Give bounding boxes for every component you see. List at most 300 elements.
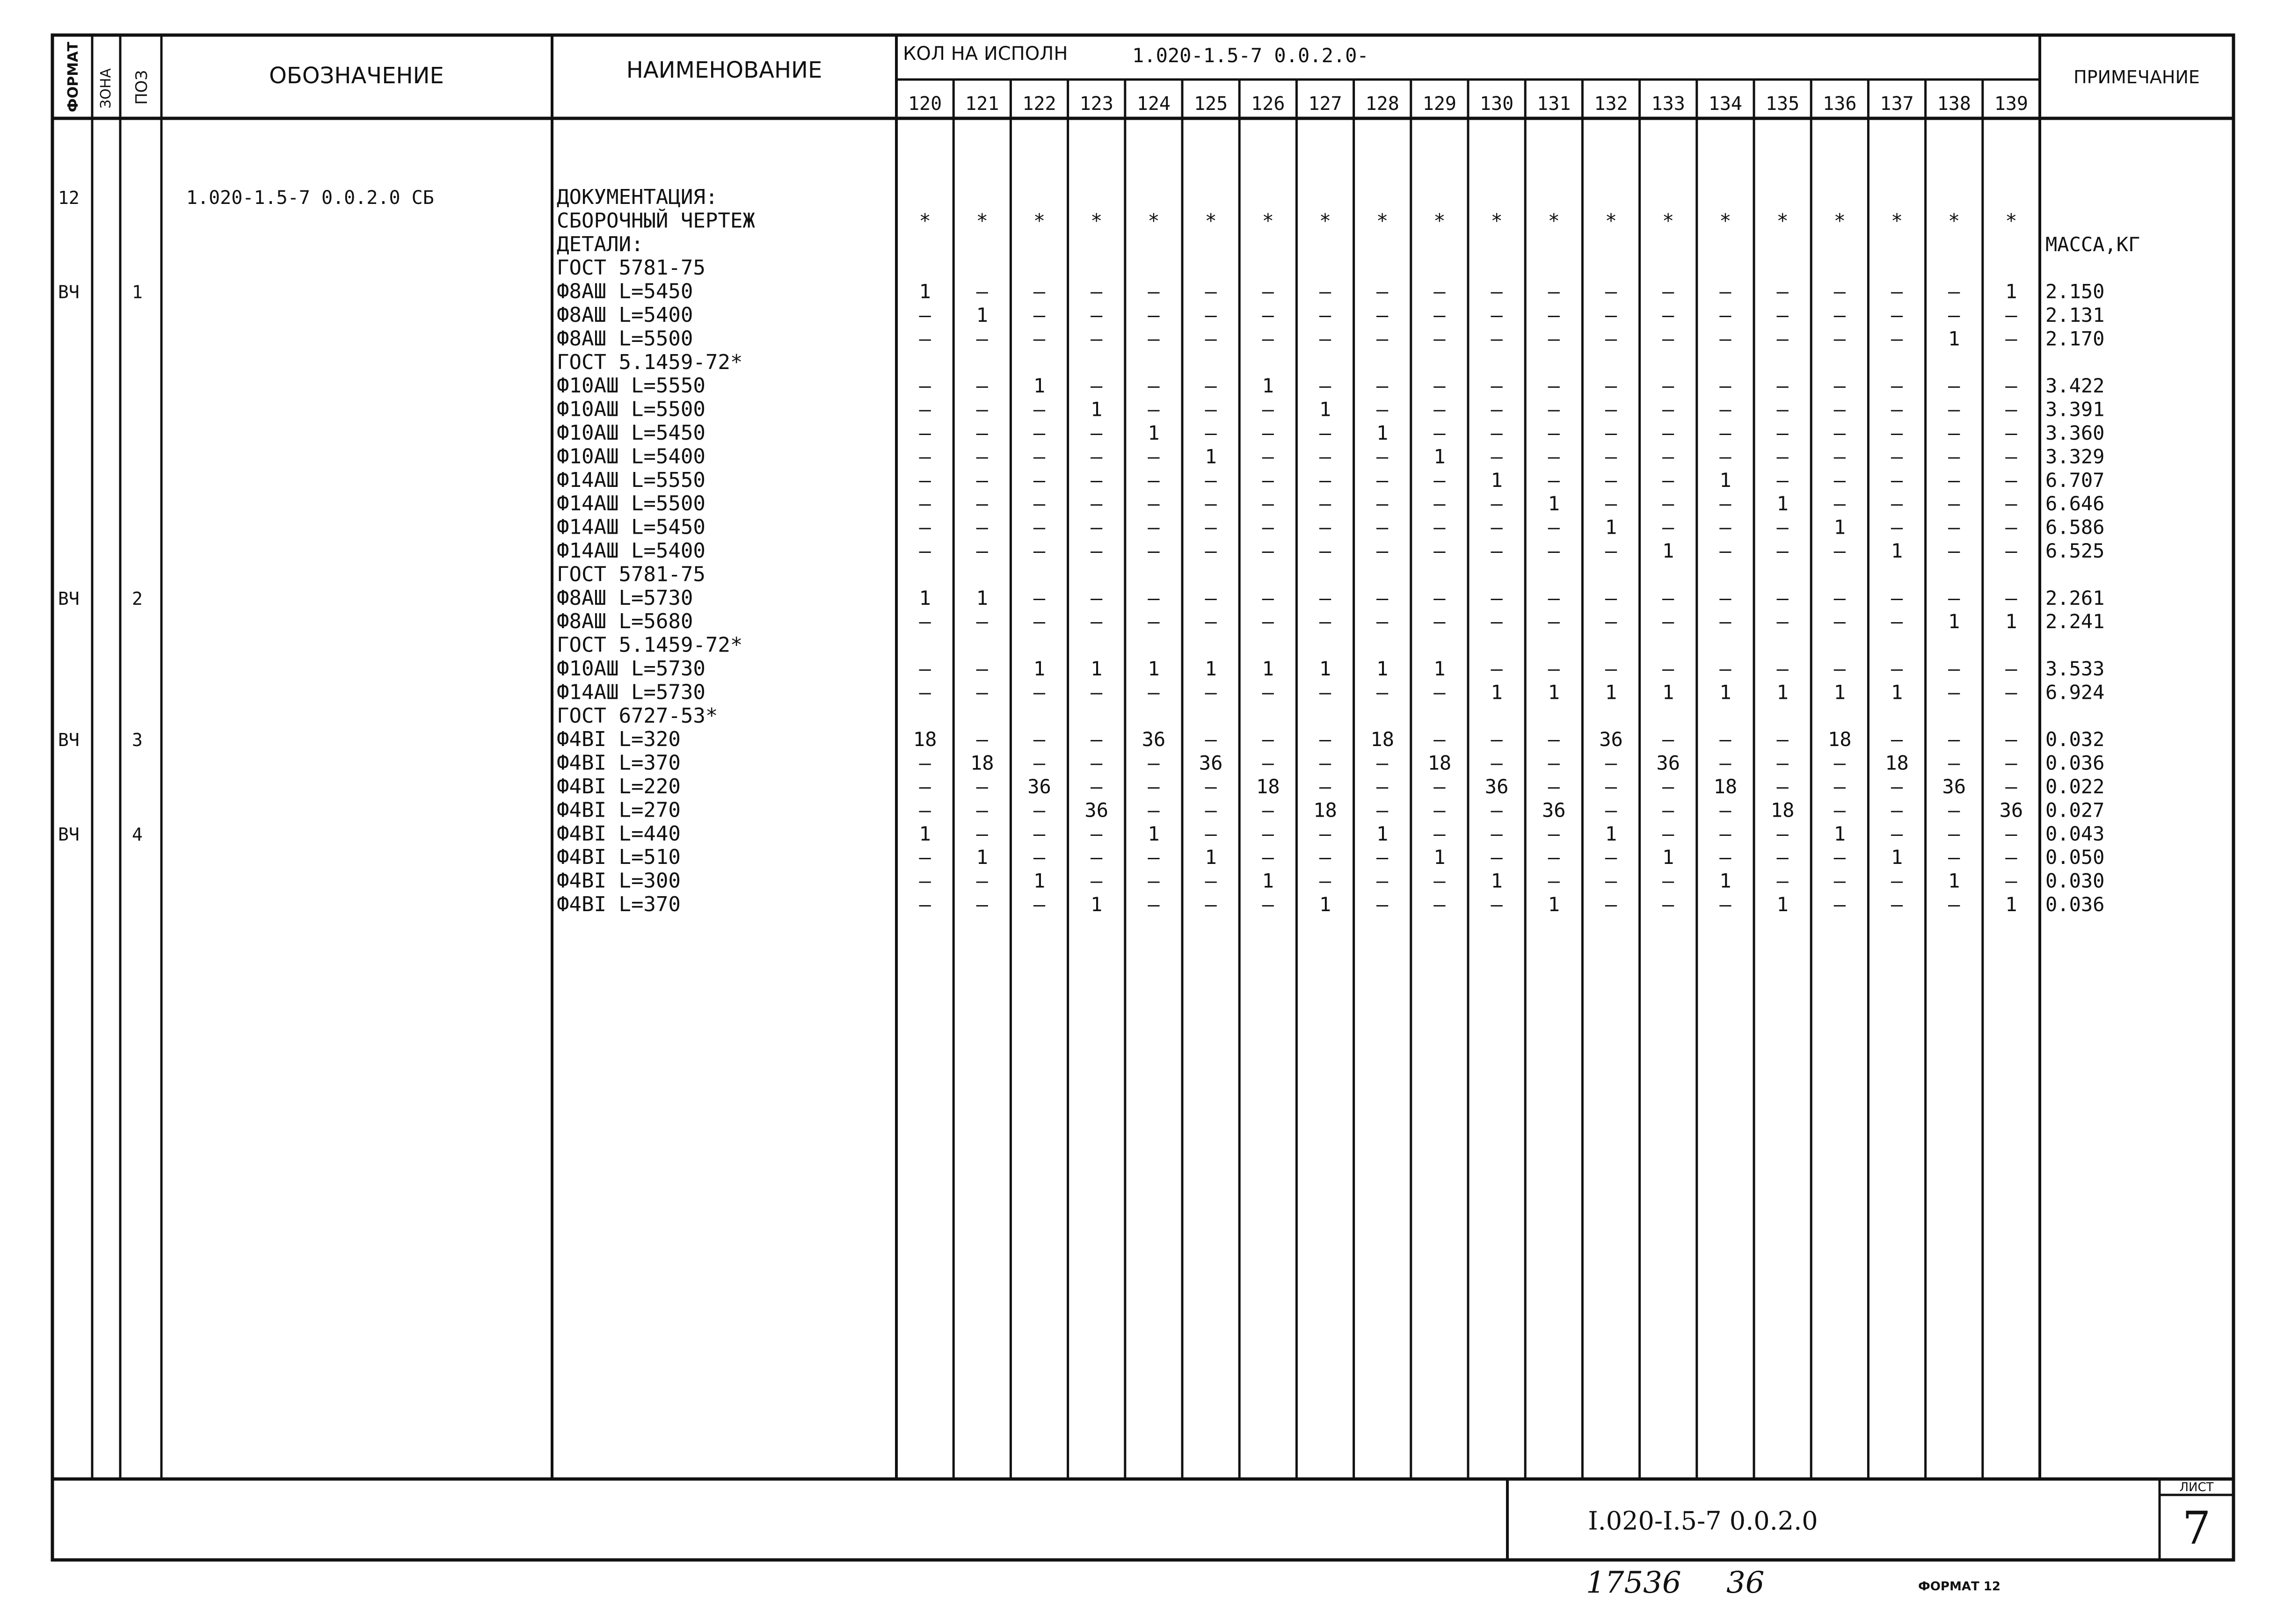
qty-cell: — [1148, 468, 1160, 492]
qty-cell: — [1719, 751, 1731, 775]
qty-cell: — [1376, 304, 1389, 326]
qty-cell: — [1148, 304, 1160, 326]
variant-header-125: 125 [1193, 93, 1228, 115]
qty-cell: — [1548, 468, 1560, 492]
qty-cell: — [1433, 822, 1446, 845]
qty-cell: — [976, 374, 988, 398]
qty-cell: 1 [919, 280, 931, 303]
row-name: Ф14АШ L=5730 [557, 680, 706, 704]
qty-cell: — [1148, 798, 1160, 822]
qty-cell: — [976, 681, 988, 704]
row-name: Ф10АШ L=5550 [557, 374, 706, 398]
qty-cell: — [1833, 610, 1846, 633]
qty-cell: — [1148, 893, 1160, 916]
qty-cell: — [1033, 846, 1046, 869]
qty-cell: — [1376, 539, 1389, 562]
qty-cell: — [919, 515, 931, 539]
qty-cell: — [1433, 421, 1446, 444]
qty-cell: — [1262, 421, 1274, 444]
qty-cell: 36 [1027, 775, 1051, 798]
qty-cell: 1 [1948, 869, 1960, 892]
qty-cell: — [1662, 468, 1674, 492]
qty-cell: — [1948, 398, 1960, 421]
qty-cell: — [1205, 468, 1217, 492]
qty-cell: 18 [1427, 751, 1452, 775]
qty-cell: 1 [1262, 657, 1274, 680]
row-note: МАССА,КГ [2045, 232, 2140, 256]
row-name: Ф14АШ L=5500 [557, 492, 706, 516]
qty-cell: — [1548, 421, 1560, 444]
qty-cell: — [976, 822, 988, 845]
qty-cell: — [1776, 728, 1789, 751]
row-name: Ф8АШ L=5680 [557, 609, 693, 634]
row-note: 0.036 [2045, 893, 2105, 916]
qty-cell: — [1662, 398, 1674, 421]
qty-cell: — [1376, 468, 1389, 492]
qty-cell: — [1262, 280, 1274, 303]
qty-cell: — [1033, 610, 1046, 633]
variant-header-133: 133 [1651, 93, 1685, 115]
row-name: Ф4ВI L=220 [557, 775, 681, 798]
qty-cell: — [1033, 515, 1046, 539]
qty-cell: 1 [1776, 893, 1789, 916]
qty-cell: 1 [1605, 822, 1617, 845]
qty-cell: — [976, 610, 988, 633]
qty-cell: — [1091, 610, 1103, 633]
variant-header-132: 132 [1594, 93, 1628, 115]
qty-cell: — [976, 398, 988, 421]
qty-cell: — [1605, 846, 1617, 869]
qty-cell: — [1719, 586, 1731, 609]
qty-cell: — [1605, 445, 1617, 468]
qty-cell: — [1833, 280, 1846, 303]
qty-cell: — [1948, 374, 1960, 398]
qty-cell: — [1833, 374, 1846, 398]
qty-cell: — [1719, 374, 1731, 398]
qty-cell: — [976, 798, 988, 822]
qty-cell: — [1148, 327, 1160, 350]
qty-cell: 1 [1319, 657, 1331, 680]
qty-cell: — [1491, 610, 1503, 633]
qty-cell: — [1091, 445, 1103, 468]
qty-cell: — [976, 657, 988, 680]
qty-cell: — [2005, 374, 2017, 398]
qty-cell: — [1948, 445, 1960, 468]
qty-cell: — [1605, 374, 1617, 398]
qty-cell: 36 [1656, 751, 1680, 775]
qty-cell: — [1662, 822, 1674, 845]
qty-cell: * [1776, 209, 1789, 232]
qty-cell: — [1605, 869, 1617, 892]
variant-header-131: 131 [1537, 93, 1571, 115]
qty-cell: — [1262, 586, 1274, 609]
qty-cell: * [1548, 209, 1560, 232]
qty-cell: — [1776, 822, 1789, 845]
row-note: 2.131 [2045, 304, 2105, 326]
qty-cell: 1 [1776, 492, 1789, 515]
qty-cell: — [919, 751, 931, 775]
qty-cell: — [1719, 798, 1731, 822]
qty-cell: — [1433, 586, 1446, 609]
qty-cell: — [919, 539, 931, 562]
qty-cell: — [1205, 775, 1217, 798]
qty-cell: — [1091, 681, 1103, 704]
qty-cell: — [1433, 398, 1446, 421]
qty-cell: 1 [1376, 657, 1389, 680]
qty-cell: — [1833, 775, 1846, 798]
qty-cell: 1 [976, 304, 988, 326]
row-name: Ф8АШ L=5730 [557, 586, 693, 610]
qty-cell: — [1433, 468, 1446, 492]
variant-header-127: 127 [1308, 93, 1342, 115]
row-note: 6.525 [2045, 539, 2105, 562]
qty-cell: — [1148, 751, 1160, 775]
qty-cell: 1 [1148, 421, 1160, 444]
header-format: ФОРМАТ [65, 42, 81, 112]
qty-cell: * [919, 209, 931, 232]
qty-cell: — [1262, 728, 1274, 751]
qty-cell: — [1605, 468, 1617, 492]
row-name: ДЕТАЛИ: [557, 232, 644, 256]
table-row [557, 350, 742, 374]
qty-cell: — [1833, 539, 1846, 562]
qty-cell: * [1376, 209, 1389, 232]
table-row [557, 562, 706, 586]
qty-cell: * [1605, 209, 1617, 232]
qty-cell: — [1376, 681, 1389, 704]
qty-cell: — [2005, 492, 2017, 515]
qty-cell: 36 [1484, 775, 1509, 798]
qty-cell: — [1491, 751, 1503, 775]
row-pos: 4 [132, 824, 143, 845]
qty-cell: — [1491, 304, 1503, 326]
qty-cell: — [919, 374, 931, 398]
qty-cell: — [1033, 421, 1046, 444]
qty-cell: — [2005, 775, 2017, 798]
qty-cell: — [1376, 515, 1389, 539]
qty-cell: — [1148, 280, 1160, 303]
variant-header-126: 126 [1251, 93, 1285, 115]
qty-cell: 1 [1891, 539, 1903, 562]
qty-cell: — [1205, 398, 1217, 421]
qty-cell: * [976, 209, 988, 232]
row-note: 6.646 [2045, 492, 2105, 515]
qty-cell: — [1662, 893, 1674, 916]
qty-cell: — [919, 869, 931, 892]
qty-cell: — [1319, 586, 1331, 609]
qty-cell: 1 [1948, 610, 1960, 633]
qty-cell: — [1091, 822, 1103, 845]
qty-cell: — [1833, 751, 1846, 775]
qty-cell: — [1491, 798, 1503, 822]
qty-cell: — [919, 798, 931, 822]
qty-cell: — [1891, 445, 1903, 468]
qty-cell: 1 [1262, 374, 1274, 398]
qty-cell: 1 [1319, 398, 1331, 421]
qty-cell: — [1319, 681, 1331, 704]
qty-cell: — [1719, 728, 1731, 751]
qty-cell: — [1891, 374, 1903, 398]
qty-cell: * [1662, 209, 1674, 232]
qty-cell: * [1148, 209, 1160, 232]
header-zone: ЗОНА [98, 68, 114, 109]
qty-cell: 18 [1828, 728, 1852, 751]
qty-cell: 1 [1433, 846, 1446, 869]
qty-cell: — [1033, 280, 1046, 303]
qty-cell: — [919, 304, 931, 326]
qty-cell: — [976, 893, 988, 916]
qty-cell: — [919, 610, 931, 633]
qty-cell: 1 [976, 846, 988, 869]
qty-cell: — [1719, 492, 1731, 515]
qty-cell: — [1433, 728, 1446, 751]
row-name: Ф4ВI L=370 [557, 751, 681, 775]
qty-cell: — [1548, 657, 1560, 680]
qty-cell: 18 [1313, 798, 1337, 822]
qty-cell: — [1891, 798, 1903, 822]
qty-cell: 1 [1491, 869, 1503, 892]
qty-cell: — [1948, 728, 1960, 751]
qty-cell: — [1148, 869, 1160, 892]
qty-cell: — [1091, 751, 1103, 775]
qty-cell: — [1033, 445, 1046, 468]
qty-cell: — [1491, 515, 1503, 539]
qty-cell: — [1605, 280, 1617, 303]
qty-cell: — [1205, 822, 1217, 845]
qty-cell: — [1091, 728, 1103, 751]
qty-cell: — [1548, 586, 1560, 609]
qty-cell: — [1719, 822, 1731, 845]
row-note: 6.707 [2045, 468, 2105, 492]
qty-cell: — [1833, 445, 1846, 468]
qty-cell: — [1148, 374, 1160, 398]
qty-cell: — [1491, 280, 1503, 303]
qty-cell: — [1891, 280, 1903, 303]
variant-header-139: 139 [1994, 93, 2029, 115]
qty-cell: — [1319, 515, 1331, 539]
qty-cell: 1 [1719, 468, 1731, 492]
qty-cell: — [1148, 539, 1160, 562]
qty-cell: — [1548, 775, 1560, 798]
qty-cell: — [1033, 798, 1046, 822]
variant-header-136: 136 [1823, 93, 1857, 115]
qty-cell: — [976, 280, 988, 303]
qty-cell: 1 [1091, 398, 1103, 421]
qty-cell: — [1033, 539, 1046, 562]
qty-cell: — [1319, 327, 1331, 350]
qty-cell: — [1891, 822, 1903, 845]
row-name: Ф4ВI L=300 [557, 869, 681, 893]
qty-cell: 1 [1605, 515, 1617, 539]
qty-cell: — [1548, 539, 1560, 562]
table-row [557, 633, 742, 657]
qty-cell: * [1091, 209, 1103, 232]
qty-cell: — [1719, 846, 1731, 869]
qty-cell: — [919, 468, 931, 492]
row-note: 0.050 [2045, 846, 2105, 869]
qty-cell: — [1719, 327, 1731, 350]
qty-cell: — [2005, 304, 2017, 326]
qty-cell: — [1891, 304, 1903, 326]
qty-cell: — [1091, 586, 1103, 609]
qty-cell: — [1776, 468, 1789, 492]
table-row [557, 256, 706, 280]
qty-cell: 1 [976, 586, 988, 609]
qty-cell: — [1262, 398, 1274, 421]
qty-cell: 1 [2005, 610, 2017, 633]
qty-cell: 36 [1142, 728, 1166, 751]
qty-cell: — [1319, 869, 1331, 892]
qty-cell: — [2005, 398, 2017, 421]
qty-cell: 1 [919, 822, 931, 845]
row-format: ВЧ [58, 730, 80, 751]
qty-cell: — [1948, 586, 1960, 609]
qty-cell: — [1033, 398, 1046, 421]
qty-cell: — [1833, 869, 1846, 892]
qty-cell: — [1262, 681, 1274, 704]
qty-cell: — [1776, 846, 1789, 869]
qty-cell: — [1548, 280, 1560, 303]
qty-cell: — [1433, 869, 1446, 892]
row-name: Ф8АШ L=5400 [557, 303, 693, 327]
qty-cell: — [1662, 492, 1674, 515]
qty-cell: — [1148, 515, 1160, 539]
qty-cell: — [1548, 822, 1560, 845]
qty-cell: — [1548, 869, 1560, 892]
qty-cell: * [1719, 209, 1731, 232]
qty-cell: — [1376, 327, 1389, 350]
qty-cell: — [1148, 775, 1160, 798]
qty-cell: — [1205, 492, 1217, 515]
qty-cell: 1 [1033, 657, 1046, 680]
qty-cell: — [1033, 751, 1046, 775]
row-format: ВЧ [58, 824, 80, 845]
row-note: 2.170 [2045, 327, 2105, 350]
qty-cell: — [1262, 822, 1274, 845]
row-name: Ф8АШ L=5500 [557, 326, 693, 351]
qty-cell: — [1948, 798, 1960, 822]
qty-cell: — [1662, 610, 1674, 633]
qty-cell: — [1148, 610, 1160, 633]
row-note: 0.032 [2045, 728, 2105, 751]
qty-cell: — [2005, 728, 2017, 751]
qty-cell: — [1891, 869, 1903, 892]
qty-cell: — [1776, 869, 1789, 892]
qty-cell: * [1205, 209, 1217, 232]
qty-cell: — [1548, 751, 1560, 775]
qty-cell: 1 [1548, 893, 1560, 916]
qty-cell: — [1891, 893, 1903, 916]
qty-cell: — [1319, 728, 1331, 751]
qty-cell: — [1319, 822, 1331, 845]
qty-cell: — [1776, 327, 1789, 350]
header-note: ПРИМЕЧАНИЕ [2073, 67, 2200, 87]
qty-cell: 1 [1719, 869, 1731, 892]
qty-cell: — [1605, 657, 1617, 680]
qty-cell: — [1605, 610, 1617, 633]
qty-cell: — [1548, 846, 1560, 869]
qty-cell: — [1491, 539, 1503, 562]
qty-cell: 1 [1491, 681, 1503, 704]
qty-cell: — [1662, 421, 1674, 444]
qty-cell: — [1776, 374, 1789, 398]
qty-cell: — [2005, 515, 2017, 539]
qty-cell: — [1891, 657, 1903, 680]
qty-cell: — [1433, 280, 1446, 303]
qty-cell: — [1491, 846, 1503, 869]
qty-cell: 1 [1262, 869, 1274, 892]
qty-cell: 1 [1091, 657, 1103, 680]
qty-cell: — [1376, 869, 1389, 892]
qty-cell: 1 [1491, 468, 1503, 492]
qty-cell: — [1719, 421, 1731, 444]
qty-cell: 1 [1605, 681, 1617, 704]
header-pos: ПОЗ [132, 70, 151, 105]
qty-cell: — [1433, 327, 1446, 350]
row-note: 0.043 [2045, 822, 2105, 845]
qty-cell: — [1091, 846, 1103, 869]
qty-cell: — [919, 775, 931, 798]
qty-cell: — [1433, 492, 1446, 515]
qty-cell: 18 [1713, 775, 1738, 798]
qty-cell: — [1319, 304, 1331, 326]
row-note: 2.261 [2045, 586, 2105, 609]
qty-cell: — [1491, 327, 1503, 350]
qty-cell: — [976, 421, 988, 444]
qty-cell: — [1833, 398, 1846, 421]
qty-cell: — [919, 893, 931, 916]
qty-cell: — [1433, 539, 1446, 562]
qty-cell: — [919, 421, 931, 444]
qty-cell: — [1833, 657, 1846, 680]
variant-header-121: 121 [965, 93, 999, 115]
qty-cell: * [1262, 209, 1274, 232]
qty-cell: * [2005, 209, 2017, 232]
qty-cell: — [1548, 374, 1560, 398]
qty-cell: — [1548, 515, 1560, 539]
qty-cell: 18 [1770, 798, 1795, 822]
qty-cell: — [1262, 893, 1274, 916]
row-note: 3.329 [2045, 445, 2105, 468]
qty-cell: — [1891, 492, 1903, 515]
qty-cell: 1 [1891, 681, 1903, 704]
qty-cell: — [1205, 515, 1217, 539]
qty-cell: — [1548, 398, 1560, 421]
qty-cell: — [1891, 421, 1903, 444]
qty-cell: — [976, 539, 988, 562]
qty-cell: — [1262, 492, 1274, 515]
qty-cell: — [1033, 327, 1046, 350]
row-note: 0.022 [2045, 775, 2105, 798]
qty-cell: — [1091, 869, 1103, 892]
qty-cell: — [1148, 681, 1160, 704]
row-name: Ф10АШ L=5500 [557, 397, 706, 421]
qty-cell: — [1376, 398, 1389, 421]
qty-cell: — [1605, 586, 1617, 609]
qty-cell: — [1491, 445, 1503, 468]
row-name: Ф4ВI L=320 [557, 727, 681, 752]
qty-cell: — [1776, 610, 1789, 633]
qty-cell: 18 [1370, 728, 1394, 751]
qty-cell: * [1433, 209, 1446, 232]
variant-header-138: 138 [1937, 93, 1971, 115]
qty-cell: — [1662, 515, 1674, 539]
qty-cell: — [1376, 492, 1389, 515]
variant-header-123: 123 [1079, 93, 1113, 115]
qty-cell: — [1948, 280, 1960, 303]
qty-cell: — [1205, 893, 1217, 916]
qty-cell: 1 [2005, 893, 2017, 916]
